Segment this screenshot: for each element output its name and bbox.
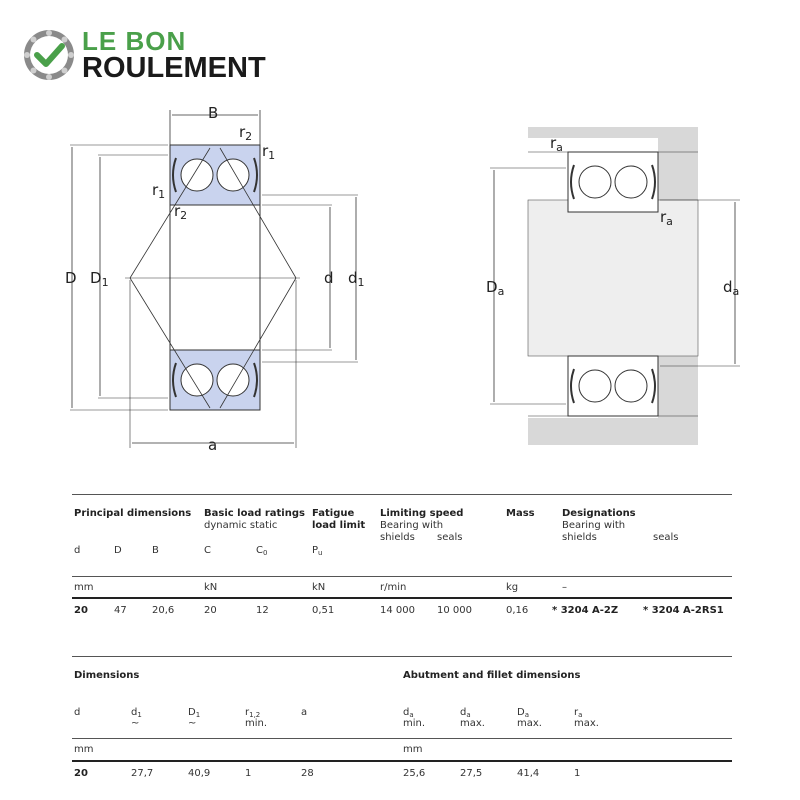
sym2-d: d	[74, 707, 81, 718]
cell-D: 47	[114, 605, 127, 616]
sym2-da-max-note: max.	[460, 718, 485, 729]
hdr-dimensions: Dimensions	[74, 670, 140, 681]
label-r1-top: $r_1$	[262, 142, 276, 162]
hdr-speed-seals: seals	[437, 532, 463, 543]
hdr-fatigue2: load limit	[312, 520, 366, 531]
unit-kN-2: kN	[312, 582, 326, 593]
sym-Pu: $P_u$	[312, 545, 323, 557]
sym2-r12: $r_{1,2}$	[245, 707, 261, 719]
cell2-Da-max: 41,4	[517, 768, 540, 779]
hdr-abutment: Abutment and fillet dimensions	[403, 670, 581, 681]
label-r2-top: $r_2$	[239, 123, 253, 143]
label-d: d	[324, 269, 334, 287]
table1-top-rule	[72, 494, 732, 495]
cell2-d: 20	[74, 768, 88, 779]
cell2-da-min: 25,6	[403, 768, 426, 779]
table1-mid-rule	[72, 576, 732, 577]
cell2-d1: 27,7	[131, 768, 154, 779]
hdr-basic-sub: dynamic static	[204, 520, 278, 531]
logo-text-line1: LE BON	[82, 26, 187, 56]
unit-mm: mm	[74, 582, 94, 593]
cell-B: 20,6	[152, 605, 175, 616]
logo-text-line2: ROULEMENT	[82, 52, 266, 84]
label-ra-top: $r_a$	[550, 134, 563, 154]
table2-row-rule	[72, 760, 732, 762]
cell-C: 20	[204, 605, 217, 616]
logo	[22, 22, 322, 88]
cell-designation-seals[interactable]: * 3204 A-2RS1	[643, 605, 724, 616]
sym2-da-min-note: min.	[403, 718, 426, 729]
table2-top-rule	[72, 656, 732, 657]
sym2-da-min: $d_a$	[403, 707, 414, 719]
hdr-desig-sub1: Bearing with	[562, 520, 626, 531]
hdr-desig-seals: seals	[653, 532, 679, 543]
label-D1: $D_1$	[90, 269, 109, 289]
sym-d: d	[74, 545, 81, 556]
unit-kN-1: kN	[204, 582, 218, 593]
sym2-Da-max: $D_a$	[517, 707, 529, 719]
label-D: D	[65, 269, 77, 287]
label-d1: $d_1$	[348, 269, 365, 289]
cell2-a: 28	[301, 768, 314, 779]
sym2-Da-max-note: max.	[517, 718, 542, 729]
hdr-mass: Mass	[506, 508, 535, 519]
unit-rmin: r/min	[380, 582, 407, 593]
table2-mid-rule	[72, 738, 732, 739]
unit2-mm-2: mm	[403, 744, 423, 755]
hdr-desig-shields: shields	[562, 532, 597, 543]
cell2-da-max: 27,5	[460, 768, 483, 779]
label-da: $d_a$	[723, 278, 740, 298]
sym2-D1: $D_1$	[188, 707, 201, 719]
label-Da: $D_a$	[486, 278, 505, 298]
cell-mass: 0,16	[506, 605, 529, 616]
unit-kg: kg	[506, 582, 519, 593]
sym2-a: a	[301, 707, 308, 718]
sym-C0: $C_0$	[256, 545, 268, 557]
sym2-da-max: $d_a$	[460, 707, 471, 719]
sym-B: B	[152, 545, 159, 556]
sym2-D1-note: ~	[188, 718, 197, 729]
label-B: B	[208, 104, 219, 122]
cell-Pu: 0,51	[312, 605, 335, 616]
sym2-d1: $d_1$	[131, 707, 142, 719]
hdr-fatigue1: Fatigue	[312, 508, 355, 519]
sym2-ra-max-note: max.	[574, 718, 599, 729]
hdr-speed-sub1: Bearing with	[380, 520, 444, 531]
cell2-D1: 40,9	[188, 768, 211, 779]
label-ra-right: $r_a$	[660, 208, 673, 228]
hdr-principal-dimensions: Principal dimensions	[74, 508, 192, 519]
label-r2-left: $r_2$	[174, 202, 188, 222]
unit-dash: –	[562, 582, 567, 593]
unit2-mm-1: mm	[74, 744, 94, 755]
bearing-cross-section-left	[70, 110, 358, 448]
cell-C0: 12	[256, 605, 269, 616]
bearing-mounting-right	[490, 127, 740, 445]
bearing-drawings	[0, 95, 800, 465]
table1-row-rule	[72, 597, 732, 599]
cell2-ra-max: 1	[574, 768, 581, 779]
label-a: a	[208, 436, 218, 454]
label-r1-left: $r_1$	[152, 181, 166, 201]
hdr-basic-load-ratings: Basic load ratings	[204, 508, 305, 519]
cell-speed-shields: 14 000	[380, 605, 415, 616]
hdr-limiting-speed: Limiting speed	[380, 508, 464, 519]
cell-speed-seals: 10 000	[437, 605, 472, 616]
bearing-logo-icon	[22, 28, 76, 82]
sym2-r12-note: min.	[245, 718, 268, 729]
cell-d: 20	[74, 605, 88, 616]
hdr-speed-shields: shields	[380, 532, 415, 543]
sym-D: D	[114, 545, 122, 556]
cell-designation-shields[interactable]: * 3204 A-2Z	[552, 605, 619, 616]
sym-C: C	[204, 545, 211, 556]
sym2-ra-max: $r_a$	[574, 707, 583, 719]
cell2-r12: 1	[245, 768, 252, 779]
hdr-designations: Designations	[562, 508, 636, 519]
sym2-d1-note: ~	[131, 718, 140, 729]
